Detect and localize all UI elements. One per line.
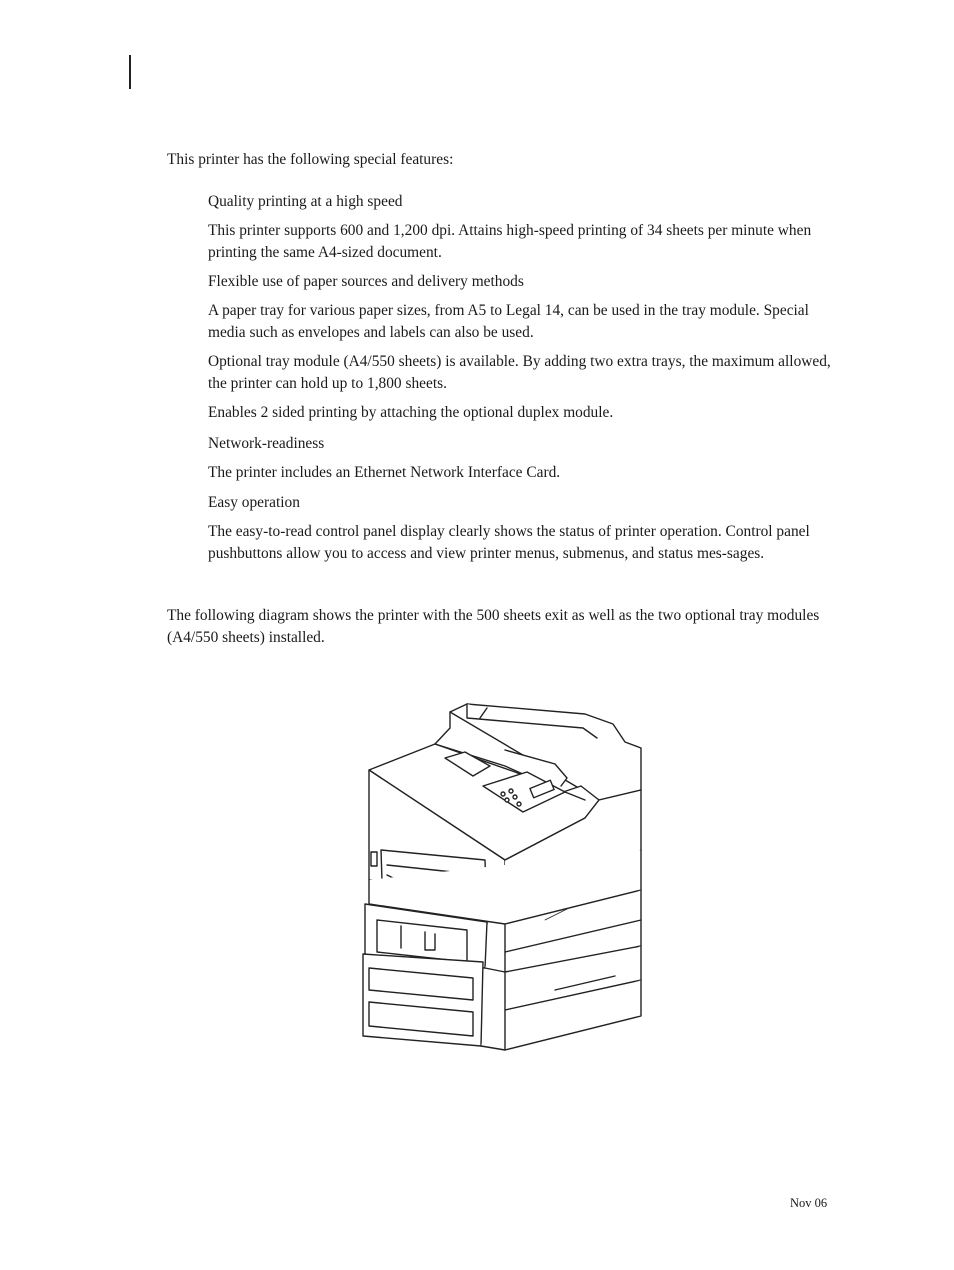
intro-text: This printer has the following special features: <box>167 151 454 168</box>
feature-heading-quality: Quality printing at a high speed <box>208 193 403 210</box>
printer-diagram <box>355 700 650 1052</box>
feature-heading-paper: Flexible use of paper sources and delivery methods <box>208 273 524 290</box>
feature-text-quality: This printer supports 600 and 1,200 dpi. Attains high-speed printing of 34 sheets per minute when printing the same A4-sized document. <box>208 222 812 261</box>
feature-text-operation: The easy-to-read control panel display clearly shows the status of printer operation. Control panel pushbuttons allow you to access and view printer menus, submenus, and status mes-sages. <box>208 523 810 562</box>
feature-text-network: The printer includes an Ethernet Network Interface Card. <box>208 464 561 481</box>
feature-text-paper-tray: A paper tray for various paper sizes, from A5 to Legal 14, can be used in the tray module. Special media such as envelopes and labels can also be used. <box>208 302 809 341</box>
diagram-caption: The following diagram shows the printer with the 500 sheets exit as well as the two optional tray modules (A4/550 sheets) installed. <box>167 607 820 646</box>
footer-date: Nov 06 <box>790 1196 828 1210</box>
feature-text-duplex: Enables 2 sided printing by attaching the optional duplex module. <box>208 404 614 421</box>
feature-heading-operation: Easy operation <box>208 494 300 511</box>
feature-text-tray-module: Optional tray module (A4/550 sheets) is available. By adding two extra trays, the maximum allowed, the printer can hold up to 1,800 sheets. <box>208 353 831 392</box>
feature-heading-network: Network-readiness <box>208 435 325 452</box>
change-bar <box>129 55 131 89</box>
